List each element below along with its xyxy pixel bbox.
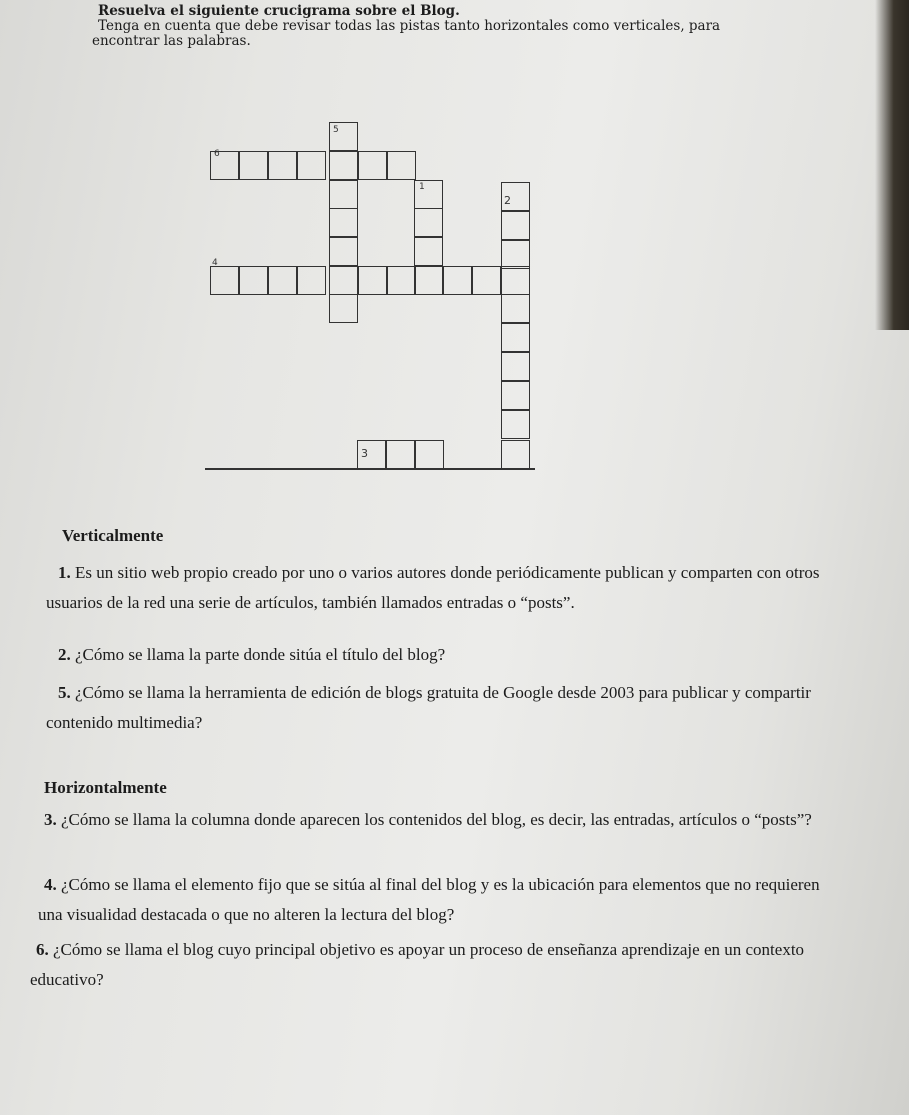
cell-5-2 <box>329 151 358 180</box>
cell-4-7 <box>414 266 443 295</box>
cell-6-5 <box>358 151 387 180</box>
clue-text: ¿Cómo se llama la herramienta de edición de blogs gratuita de Google desde 2003 para publicar y compartir contenido multimedia? <box>46 683 811 732</box>
worksheet-header <box>92 4 792 49</box>
cell-2-2 <box>501 211 530 240</box>
cell-2-8 <box>501 381 530 410</box>
page-shadow-edge <box>875 0 909 330</box>
cell-2-10 <box>501 440 530 469</box>
cell-4-5 <box>358 266 387 295</box>
instruction-line-1: Tenga en cuenta que debe revisar todas las pistas tanto horizontales como verticales, para <box>98 18 721 34</box>
cell-3-3 <box>415 440 444 469</box>
cell-4-2 <box>239 266 268 295</box>
cell-6-4 <box>297 151 326 180</box>
cell-4-6 <box>387 266 416 295</box>
cell-6-2 <box>239 151 268 180</box>
cell-5-5 <box>329 237 358 266</box>
horizontal-clue-6 <box>30 935 855 995</box>
vertical-clue-2 <box>58 640 838 670</box>
cell-4-3 <box>268 266 297 295</box>
clue-num: 6. <box>36 940 49 959</box>
cell-2-9 <box>501 410 530 439</box>
cell-6-6 <box>387 151 416 180</box>
clue-num: 4. <box>44 875 57 894</box>
cell-1-3 <box>414 237 443 266</box>
horizontal-clue-3 <box>38 805 838 835</box>
cell-5-4 <box>329 208 358 237</box>
cell-5-7 <box>329 294 358 323</box>
horizontal-clue-4 <box>38 870 848 930</box>
cell-2-6 <box>501 323 530 352</box>
cell-1-2 <box>414 208 443 237</box>
horizontal-section-title: Horizontalmente <box>44 778 167 797</box>
clue-text: Es un sitio web propio creado por uno o varios autores donde periódicamente publican y comparten con otros usuarios de la red una serie de artículos, también llamados entradas o “posts”. <box>46 563 820 612</box>
clue-text: ¿Cómo se llama el elemento fijo que se sitúa al final del blog y es la ubicación para elementos que no requieren una visualidad destacada o que no alteren la lectura del blog? <box>38 875 820 924</box>
clue-text: ¿Cómo se llama la columna donde aparecen los contenidos del blog, es decir, las entradas, artículos o “posts”? <box>61 810 812 829</box>
cell-2-5 <box>501 294 530 323</box>
clue-number-2: 2 <box>504 194 511 207</box>
clue-text: ¿Cómo se llama el blog cuyo principal objetivo es apoyar un proceso de enseñanza aprendizaje en un contexto educativo? <box>30 940 805 989</box>
cell-2-4 <box>501 266 530 295</box>
clue-number-1: 1 <box>419 182 425 192</box>
clue-number-3: 3 <box>361 447 368 460</box>
worksheet-title: Resuelva el siguiente crucigrama sobre el Blog. <box>98 3 460 19</box>
vertical-clue-5 <box>46 678 836 738</box>
grid-baseline <box>205 468 535 470</box>
vertical-clue-1 <box>46 558 836 618</box>
clue-text: ¿Cómo se llama la parte donde sitúa el título del blog? <box>75 645 446 664</box>
cell-5-3 <box>329 180 358 209</box>
cell-5-6 <box>329 266 358 295</box>
clue-num: 2. <box>58 645 71 664</box>
cell-4-9 <box>472 266 501 295</box>
cell-3-2 <box>386 440 415 469</box>
clue-num: 1. <box>58 563 71 582</box>
cell-4-4 <box>297 266 326 295</box>
clue-number-4: 4 <box>212 258 218 268</box>
clue-number-5: 5 <box>333 125 339 135</box>
cell-4-1 <box>210 266 239 295</box>
clue-number-6: 6 <box>214 149 220 159</box>
cell-4-8 <box>443 266 472 295</box>
clue-num: 5. <box>58 683 71 702</box>
vertical-section-title: Verticalmente <box>62 526 164 545</box>
instruction-line-2: encontrar las palabras. <box>92 33 251 49</box>
cell-2-7 <box>501 352 530 381</box>
cell-2-3 <box>501 240 530 269</box>
cell-6-3 <box>268 151 297 180</box>
clue-num: 3. <box>44 810 57 829</box>
